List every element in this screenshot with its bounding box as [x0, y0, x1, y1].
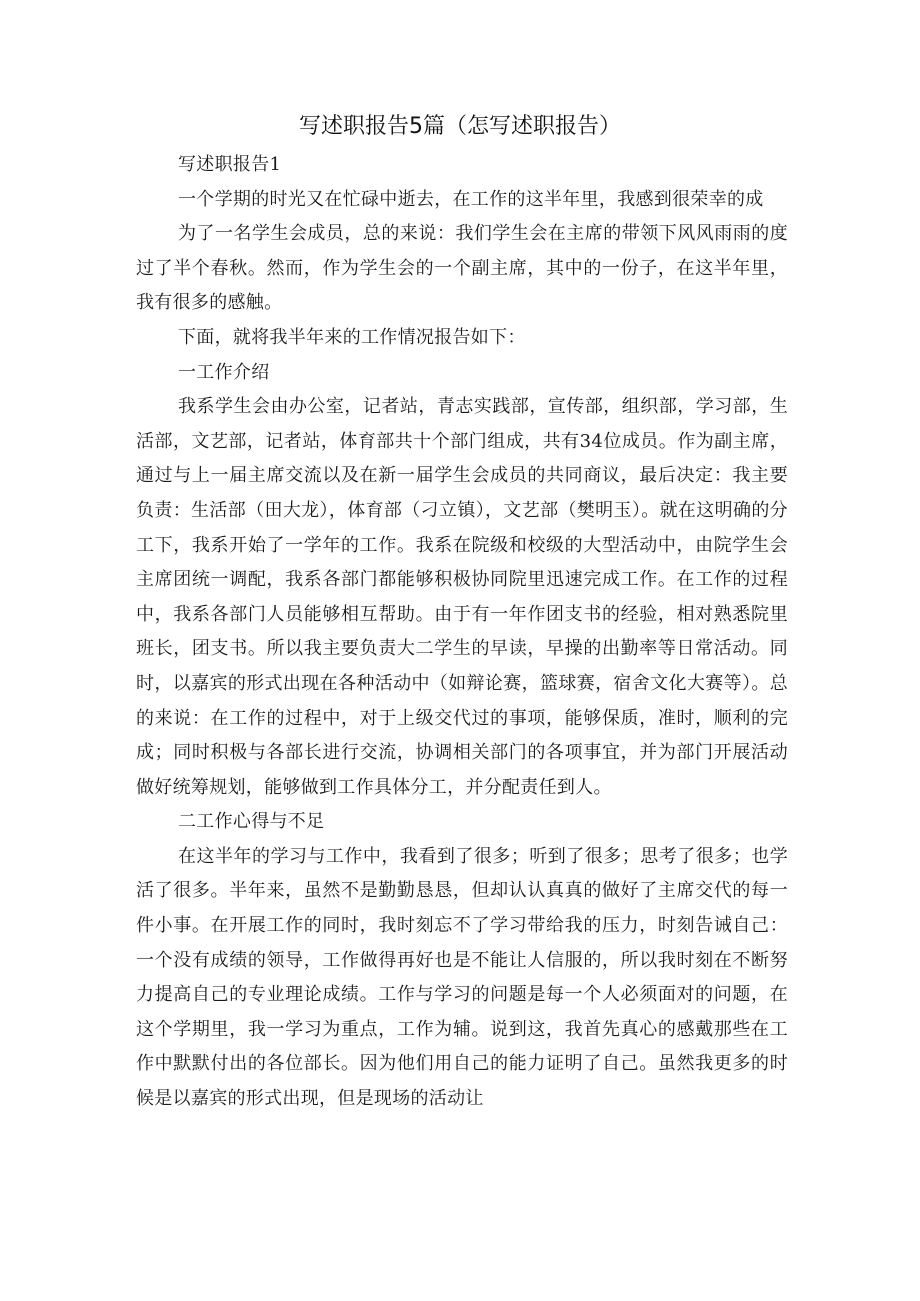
paragraph: 为了一名学生会成员，总的来说：我们学生会在主席的带领下风风雨雨的度过了半个春秋。然而，作为学生会的一个副主席，其中的一份子，在这半年里，我有很多的感触。	[136, 223, 788, 314]
document-body	[136, 148, 788, 1117]
section-heading: 二工作心得与不足	[178, 811, 325, 833]
paragraph: 一个学期的时光又在忙碌中逝去，在工作的这半年里，我感到很荣幸的成	[178, 188, 764, 210]
paragraph: 我系学生会由办公室，记者站，青志实践部，宣传部，组织部，学习部，生活部，文艺部，记者站，体育部共十个部门组成，共有34位成员。作为副主席，通过与上一届主席交流以及在新一届学生会成员的共同商议，最后决定：我主要负责：生活部（田大龙），体育部（刁立镇），文艺部（樊明玉）。就在这明确的分工下，我系开始了一学年的工作。我系在院级和校级的大型活动中，由院学生会主席团统一调配，我系各部门都能够积极协同院里迅速完成工作。在工作的过程中，我系各部门人员能够相互帮助。由于有一年作团支书的经验，相对熟悉院里班长，团支书。所以我主要负责大二学生的早读，早操的出勤率等日常活动。同时，以嘉宾的形式出现在各种活动中（如辩论赛，篮球赛，宿舍文化大赛等）。总的来说：在工作的过程中，对于上级交代过的事项，能够保质，准时，顺利的完成；同时积极与各部长进行交流，协调相关部门的各项事宜，并为部门开展活动做好统筹规划，能够做到工作具体分工，并分配责任到人。	[136, 396, 788, 798]
paragraph-heading: 写述职报告1	[178, 154, 282, 175]
paragraph: 下面，就将我半年来的工作情况报告如下：	[178, 326, 526, 348]
document-title: 写述职报告5篇（怎写述职报告）	[299, 114, 621, 139]
paragraph: 在这半年的学习与工作中，我看到了很多；听到了很多；思考了很多；也学活了很多。半年来，虽然不是勤勤恳恳，但却认认真真的做好了主席交代的每一件小事。在开展工作的同时，我时刻忘不了学习带给我的压力，时刻告诫自己：一个没有成绩的领导，工作做得再好也是不能让人信服的，所以我时刻在不断努力提高自己的专业理论成绩。工作与学习的问题是每一个人必须面对的问题，在这个学期里，我一学习为重点，工作为辅。说到这，我首先真心的感戴那些在工作中默默付出的各位部长。因为他们用自己的能力证明了自己。虽然我更多的时候是以嘉宾的形式出现，但是现场的活动让	[136, 845, 788, 1110]
section-heading: 一工作介绍	[178, 361, 270, 383]
